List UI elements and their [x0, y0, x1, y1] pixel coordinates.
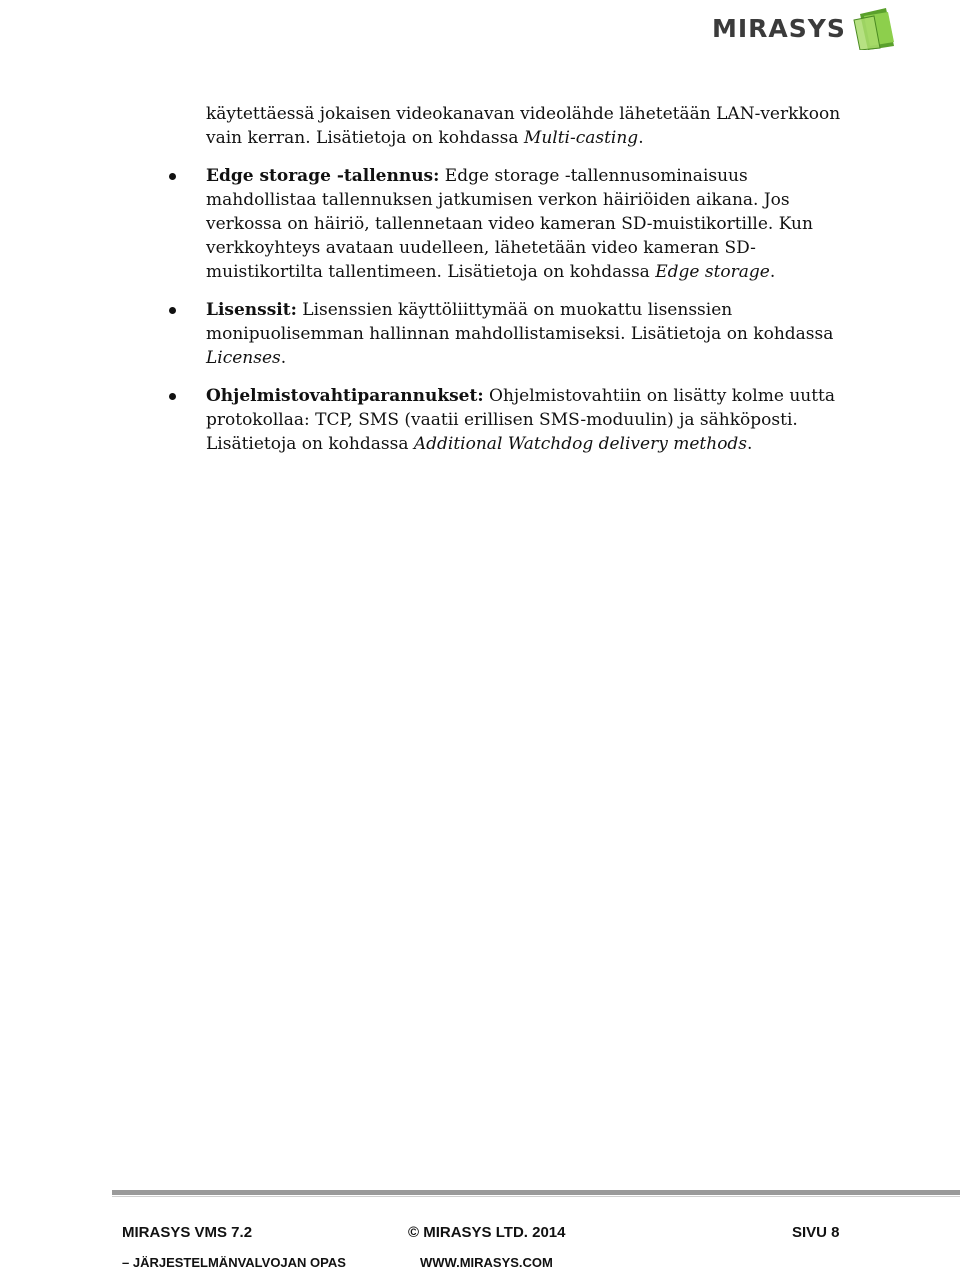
watchdog-link[interactable]: Additional Watchdog delivery methods [413, 434, 748, 454]
bullet-icon [169, 173, 176, 180]
bullet-icon [169, 307, 176, 314]
document-body [0, 102, 960, 456]
mirasys-logo [712, 6, 898, 50]
footer-page-number: SIVU 8 [792, 1224, 840, 1241]
bullet-licenses [206, 298, 856, 370]
intro-tail: . [638, 128, 644, 148]
edge-storage-link[interactable]: Edge storage [655, 262, 770, 282]
bullet-watchdog [206, 384, 856, 456]
intro-text: käytettäessä jokaisen videokanavan videolähde lähetetään LAN-verkkoon vain kerran. Lisätietoja on kohdassa [206, 104, 841, 148]
footer-website-link[interactable]: WWW.MIRASYS.COM [420, 1255, 553, 1270]
licenses-link[interactable]: Licenses [206, 348, 281, 368]
edge-storage-tail: . [769, 262, 776, 282]
footer-divider [112, 1190, 960, 1195]
footer-copyright: © MIRASYS LTD. 2014 [408, 1224, 566, 1241]
licenses-term: Lisenssit: [206, 300, 297, 320]
multicasting-link[interactable]: Multi-casting [523, 128, 639, 148]
intro-paragraph [206, 102, 856, 150]
edge-storage-term: Edge storage -tallennus: [206, 166, 440, 186]
edge-storage-text: Edge storage -tallennusominaisuus mahdollistaa tallennuksen jatkumisen verkon häiriöiden aikana. Jos verkossa on häiriö, tallennetaan video kameran SD-muistikortille. Kun verkkoyhteys avataan uudelleen, lähetetään video kameran SD-muistikortilta tallentimeen. Lisätietoja on kohdassa [206, 166, 813, 282]
licenses-tail: . [280, 348, 287, 368]
bullet-icon [169, 393, 176, 400]
footer-divider-thin [112, 1196, 960, 1197]
watchdog-text: Ohjelmistovahtiin on lisätty kolme uutta protokollaa: TCP, SMS (vaatii erillisen SMS-moduulin) ja sähköposti. Lisätietoja on kohdassa [206, 386, 836, 454]
licenses-text: Lisenssien käyttöliittymää on muokattu lisenssien monipuolisemman hallinnan mahdollistamiseksi. Lisätietoja on kohdassa [206, 300, 834, 344]
footer-product: MIRASYS VMS 7.2 [122, 1224, 253, 1241]
bullet-edge-storage [206, 164, 856, 284]
logo-mark-icon [850, 6, 898, 50]
watchdog-tail: . [747, 434, 753, 454]
logo-text: MIRASYS [712, 13, 846, 43]
watchdog-term: Ohjelmistovahtiparannukset: [206, 386, 484, 406]
footer-guide-title: – JÄRJESTELMÄNVALVOJAN OPAS [122, 1255, 346, 1270]
